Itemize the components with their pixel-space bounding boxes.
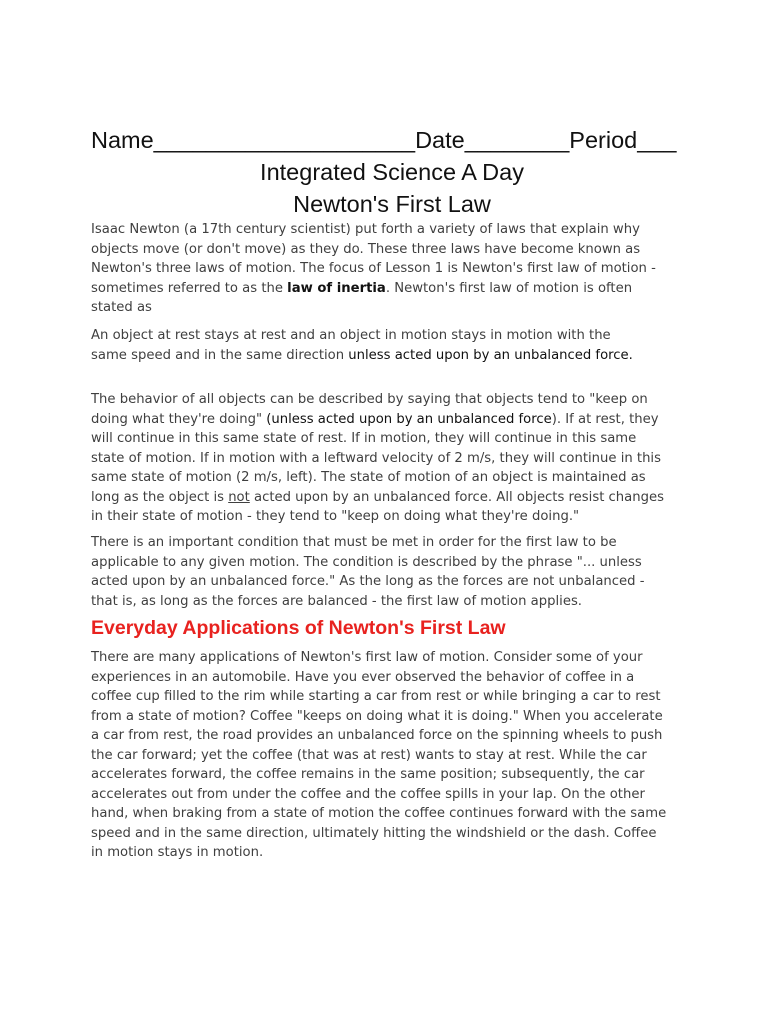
condition-line-1: There is an important condition that must be met in order for the first law to be bbox=[91, 535, 617, 550]
applications-line-7: accelerates forward, the coffee remains in the same position; subsequently, the car bbox=[91, 767, 645, 782]
intro-line-2: objects move (or don't move) as they do. These three laws have become known as bbox=[91, 241, 641, 257]
condition-paragraph bbox=[91, 533, 691, 611]
applications-line-8: accelerates out from under the coffee and the coffee spills in your lap. On the other bbox=[91, 786, 645, 802]
applications-line-11: in motion stays in motion. bbox=[91, 845, 264, 860]
intro-line-4-end: . Newton's first law of motion is often bbox=[385, 280, 633, 296]
condition-line-4: that is, as long as the forces are balanced - the first law of motion applies. bbox=[91, 593, 583, 609]
applications-line-5: a car from rest, the road provides an unbalanced force on the spinning wheels to push bbox=[91, 728, 663, 743]
behavior-paragraph bbox=[91, 390, 691, 527]
behavior-line-3: will continue in this same state of rest. If in motion, they will continue in this same bbox=[91, 431, 637, 446]
behavior-line-7: in their state of motion - they tend to "keep on doing what they're doing." bbox=[91, 509, 580, 524]
condition-line-2: applicable to any given motion. The condition is described by the phrase "... unless bbox=[91, 554, 642, 570]
applications-line-9: hand, when braking from a state of motion the coffee continues forward with the same bbox=[91, 806, 667, 821]
intro-line-1: Isaac Newton (a 17th century scientist) put forth a variety of laws that explain why bbox=[91, 222, 640, 237]
behavior-line-1: The behavior of all objects can be described by saying that objects tend to "keep on bbox=[91, 392, 648, 407]
behavior-line-6-end: acted upon by an unbalanced force. All objects resist changes bbox=[249, 489, 664, 505]
behavior-line-2-start: doing what they're doing" bbox=[91, 411, 267, 427]
everyday-applications-heading: Everyday Applications of Newton's First Law bbox=[91, 617, 506, 639]
intro-line-4-start: sometimes referred to as the bbox=[91, 280, 288, 296]
applications-line-10: speed and in the same direction, ultimately hitting the windshield or the dash. Coffee bbox=[91, 825, 657, 841]
intro-line-5: stated as bbox=[91, 300, 152, 315]
applications-line-6: the car forward; yet the coffee (that was at rest) wants to stay at rest. While the car bbox=[91, 747, 647, 763]
statement-line-1: An object at rest stays at rest and an object in motion stays in motion with the bbox=[91, 328, 611, 343]
topic-title: Newton's First Law bbox=[293, 191, 491, 217]
behavior-line-2-end: ). If at rest, they bbox=[551, 411, 659, 427]
condition-line-3: acted upon by an unbalanced force." As the long as the forces are not unbalanced - bbox=[91, 574, 645, 589]
intro-line-4 bbox=[91, 281, 632, 296]
behavior-line-2 bbox=[91, 412, 659, 427]
statement-line-2 bbox=[91, 348, 633, 363]
intro-line-3: Newton's three laws of motion. The focus of Lesson 1 is Newton's first law of motion - bbox=[91, 261, 656, 276]
statement-line-2-start: same speed and in the same direction bbox=[91, 347, 349, 363]
course-title: Integrated Science A Day bbox=[260, 159, 524, 185]
unbalanced-force-parenthetical: (unless acted upon by an unbalanced force bbox=[266, 411, 552, 427]
law-statement-paragraph bbox=[91, 326, 691, 365]
applications-line-3: coffee cup filled to the rim while starting a car from rest or while bringing a car to rest bbox=[91, 689, 661, 704]
law-of-inertia-term: law of inertia bbox=[287, 280, 386, 296]
applications-line-1: There are many applications of Newton's first law of motion. Consider some of your bbox=[91, 650, 643, 665]
applications-line-2: experiences in an automobile. Have you ever observed the behavior of coffee in a bbox=[91, 669, 635, 685]
intro-paragraph bbox=[91, 220, 691, 318]
name-date-period-line: Name____________________Date________Period___ bbox=[91, 127, 677, 153]
behavior-line-6-start: long as the object is bbox=[91, 489, 229, 505]
applications-line-4: from a state of motion? Coffee "keeps on doing what it is doing." When you accelerate bbox=[91, 708, 663, 724]
unbalanced-force-phrase: unless acted upon by an unbalanced force. bbox=[348, 347, 633, 363]
behavior-line-4: state of motion. If in motion with a leftward velocity of 2 m/s, they will continue in this bbox=[91, 450, 661, 466]
behavior-line-5: same state of motion (2 m/s, left). The state of motion of an object is maintained as bbox=[91, 470, 646, 485]
not-underlined: not bbox=[228, 489, 250, 505]
behavior-line-6 bbox=[91, 490, 664, 505]
everyday-applications-paragraph bbox=[91, 648, 691, 863]
